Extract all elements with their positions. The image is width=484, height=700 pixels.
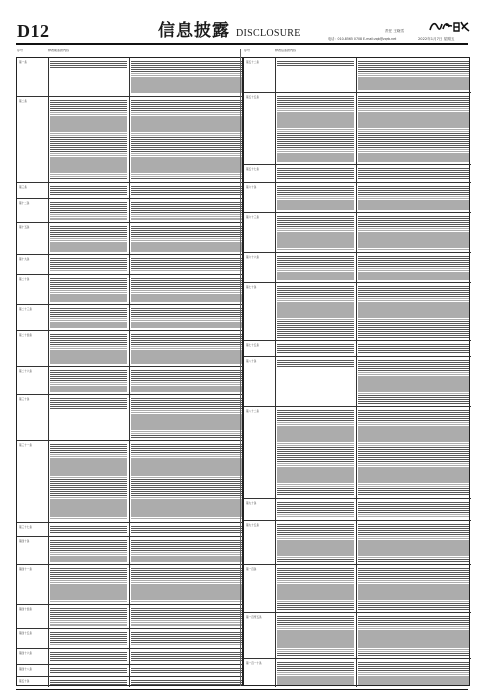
revised-text — [131, 632, 242, 646]
issue-date: 2022年1月7日 星期五 — [418, 37, 455, 41]
clause-label: 第五十五条 — [246, 96, 259, 99]
table-row — [244, 356, 471, 406]
clause-label: 第二十三条 — [19, 308, 32, 311]
amendment-table-right — [243, 57, 470, 686]
revised-text — [358, 61, 469, 90]
clause-label: 第七十条 — [246, 286, 257, 289]
clause-label: 第二条 — [19, 100, 27, 103]
clause-label: 第五十七条 — [246, 168, 259, 171]
revised-text — [131, 680, 242, 685]
revised-text — [131, 226, 242, 252]
revised-text — [131, 444, 242, 520]
original-text — [277, 286, 354, 338]
revised-text — [131, 186, 242, 196]
original-text — [50, 398, 127, 410]
table-row — [244, 164, 471, 182]
revised-text — [358, 502, 469, 518]
table-row — [244, 498, 471, 520]
clause-label: 第五十条 — [19, 680, 30, 683]
header-index: 序号 — [244, 49, 251, 52]
clause-label: 第二十四条 — [19, 334, 32, 337]
table-row — [17, 440, 244, 522]
table-row — [244, 564, 471, 612]
revised-text — [131, 398, 242, 438]
revised-text — [358, 286, 469, 338]
original-text — [50, 186, 127, 196]
original-text — [50, 540, 127, 562]
original-text — [277, 96, 354, 162]
original-text — [277, 662, 354, 685]
table-row — [17, 366, 244, 394]
table-row — [17, 536, 244, 564]
original-text — [277, 616, 354, 656]
right-column — [243, 49, 470, 686]
table-row — [244, 212, 471, 252]
clause-label: 第五十二条 — [246, 61, 259, 64]
revised-text — [131, 308, 242, 328]
revised-text — [358, 360, 469, 404]
original-text — [50, 202, 127, 220]
table-row — [244, 658, 471, 687]
clause-label: 第四十条 — [19, 540, 30, 543]
clause-label: 第十九条 — [19, 258, 30, 261]
table-row — [17, 664, 244, 676]
revised-text — [358, 662, 469, 685]
table-row — [244, 58, 471, 92]
revised-text — [131, 100, 242, 180]
revised-text — [131, 652, 242, 662]
section-title-cn: 信息披露 — [158, 21, 230, 41]
newspaper-logo — [428, 20, 470, 33]
table-row — [17, 676, 244, 687]
header-revised: 修改后条款内容 — [275, 49, 297, 52]
original-text — [50, 680, 127, 685]
original-text — [50, 652, 127, 662]
clause-label: 第九十条 — [246, 502, 257, 505]
editor-credit: 责任 王晓雪 — [385, 29, 405, 33]
original-text — [277, 256, 354, 280]
table-row — [17, 274, 244, 304]
clause-label: 第三十七条 — [19, 526, 32, 529]
revised-text — [358, 216, 469, 250]
masthead-rule — [16, 43, 468, 45]
revised-text — [358, 568, 469, 610]
table-row — [244, 612, 471, 658]
clause-label: 第三十一条 — [19, 444, 32, 447]
original-text — [50, 334, 127, 364]
table-row — [244, 92, 471, 164]
table-row — [244, 252, 471, 282]
table-row — [17, 96, 244, 182]
clause-label: 第八十条 — [246, 360, 257, 363]
revised-text — [131, 568, 242, 602]
original-text — [277, 410, 354, 496]
left-column — [16, 49, 243, 686]
original-text — [50, 526, 127, 534]
revised-text — [358, 168, 469, 180]
clause-label: 第四十八条 — [19, 668, 32, 671]
table-row — [17, 222, 244, 254]
clause-label: 第一百条 — [246, 568, 257, 571]
clause-label: 第六十条 — [246, 186, 257, 189]
original-text — [277, 61, 354, 66]
original-text — [277, 524, 354, 562]
clause-label: 第三十条 — [19, 398, 30, 401]
clause-label: 第四十六条 — [19, 652, 32, 655]
revised-text — [358, 96, 469, 162]
revised-text — [358, 344, 469, 354]
footer-rule — [16, 689, 468, 690]
table-row — [17, 58, 244, 96]
table-row — [17, 198, 244, 222]
original-text — [50, 100, 127, 180]
revised-text — [131, 61, 242, 94]
clause-label: 第二十六条 — [19, 370, 32, 373]
clause-label: 第九十五条 — [246, 524, 259, 527]
revised-text — [131, 258, 242, 272]
revised-text — [358, 616, 469, 656]
revised-text — [131, 278, 242, 302]
clause-label: 第一百一十条 — [246, 662, 262, 665]
original-text — [50, 308, 127, 328]
original-text — [277, 168, 354, 180]
left-table-header — [16, 49, 243, 57]
table-row — [244, 340, 471, 356]
table-row — [17, 564, 244, 604]
revised-text — [131, 608, 242, 626]
table-row — [17, 254, 244, 274]
original-text — [50, 370, 127, 392]
table-row — [17, 628, 244, 648]
table-row — [17, 304, 244, 330]
original-text — [50, 632, 127, 646]
original-text — [277, 186, 354, 210]
original-text — [50, 278, 127, 302]
original-text — [50, 444, 127, 520]
clause-label: 第七十五条 — [246, 344, 259, 347]
clause-label: 第六十六条 — [246, 256, 259, 259]
amendment-table-left — [16, 57, 243, 686]
revised-text — [131, 370, 242, 392]
table-row — [244, 520, 471, 564]
clause-label: 第三条 — [19, 186, 27, 189]
table-row — [244, 282, 471, 340]
original-text — [277, 568, 354, 610]
table-row — [17, 330, 244, 366]
clause-label: 第十二条 — [19, 202, 30, 205]
original-text — [50, 668, 127, 674]
column-divider — [240, 49, 241, 686]
table-row — [17, 522, 244, 536]
clause-label: 第十五条 — [19, 226, 30, 229]
masthead — [0, 0, 484, 44]
table-row — [17, 648, 244, 664]
table-row — [17, 394, 244, 440]
revised-text — [358, 524, 469, 562]
revised-text — [358, 410, 469, 496]
right-table-header — [243, 49, 470, 57]
table-row — [17, 604, 244, 628]
revised-text — [131, 540, 242, 562]
original-text — [50, 608, 127, 626]
original-text — [50, 258, 127, 272]
table-row — [244, 182, 471, 212]
original-text — [277, 344, 354, 354]
revised-text — [131, 334, 242, 364]
clause-label: 第一条 — [19, 61, 27, 64]
clause-label: 第二十条 — [19, 278, 30, 281]
revised-text — [131, 202, 242, 220]
original-text — [277, 502, 354, 518]
original-text — [277, 216, 354, 250]
clause-label: 第四十五条 — [19, 632, 32, 635]
revised-text — [358, 186, 469, 210]
clause-label: 第一百零五条 — [246, 616, 262, 619]
header-index: 序号 — [17, 49, 24, 52]
original-text — [50, 568, 127, 602]
revised-text — [131, 668, 242, 674]
contact-line: 电话：010-8565 0708 E-mail:zqb@zqrb.net — [328, 37, 397, 41]
table-row — [17, 182, 244, 198]
revised-text — [131, 526, 242, 534]
header-original: 修改前条款内容 — [48, 49, 70, 52]
clause-label: 第四十四条 — [19, 608, 32, 611]
clause-label: 第四十一条 — [19, 568, 32, 571]
section-title-en: DISCLOSURE — [236, 28, 301, 39]
original-text — [50, 226, 127, 252]
revised-text — [358, 256, 469, 280]
original-text — [50, 61, 127, 68]
clause-label: 第六十三条 — [246, 216, 259, 219]
original-text — [277, 360, 354, 368]
page-number: D12 — [17, 21, 50, 41]
clause-label: 第八十二条 — [246, 410, 259, 413]
table-row — [244, 406, 471, 498]
